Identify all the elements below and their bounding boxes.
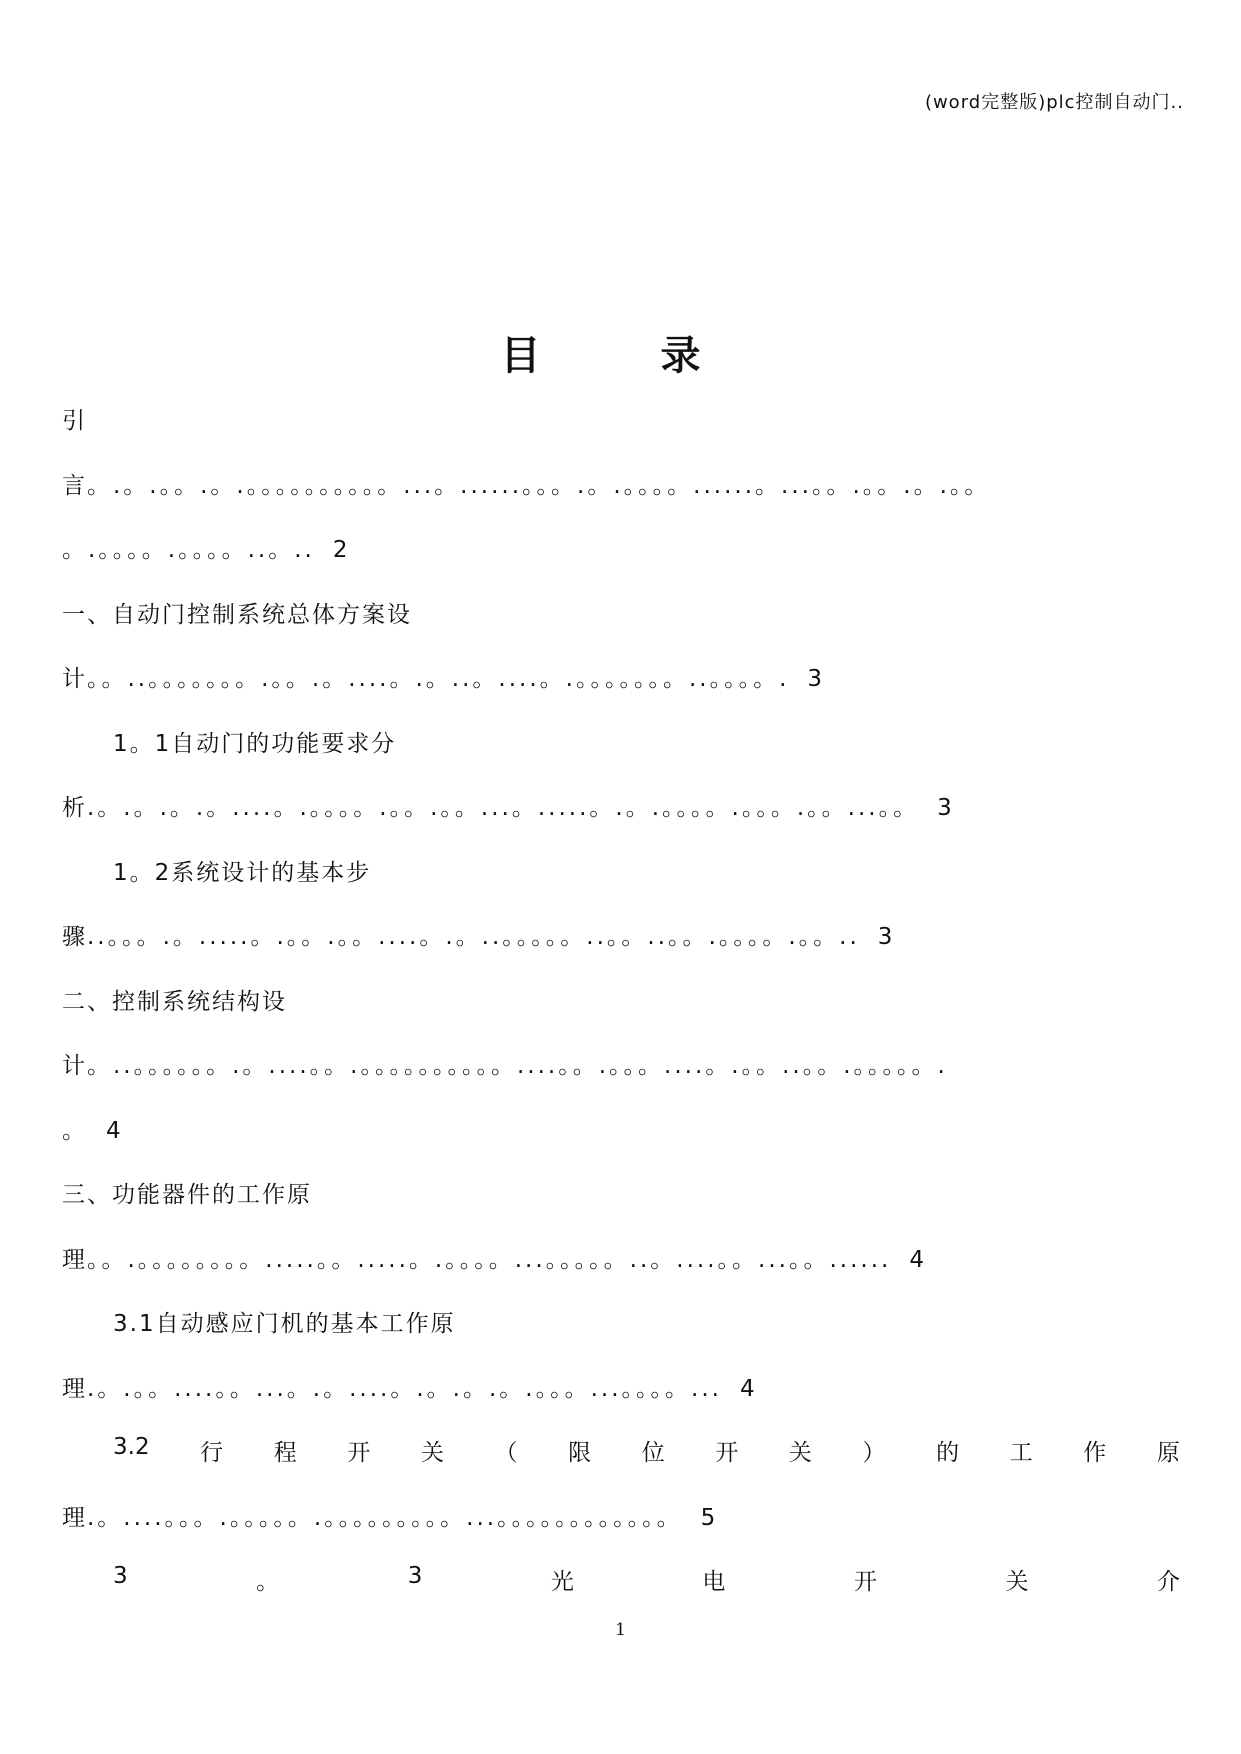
toc-word: 3.2: [113, 1434, 150, 1460]
toc-entry-label: 理: [62, 1376, 87, 1402]
toc-leader-dots: .。.。.。.。....。.。。。。.。。.。。...。.....。.。.。。。。.。。。.。。...。。: [87, 795, 920, 821]
toc-line[interactable]: [62, 1112, 1180, 1145]
toc-entry-label: 理: [62, 1505, 87, 1531]
toc-entry-label: 1。1自动门的功能要求分: [113, 731, 397, 757]
toc-line: [113, 854, 1180, 887]
toc-entry-label: 一、自动门控制系统总体方案设: [62, 602, 412, 628]
toc-word: 电: [702, 1569, 726, 1595]
toc-entry-label: 三、功能器件的工作原: [62, 1182, 312, 1208]
toc-word: 原: [1156, 1440, 1180, 1466]
toc-entry-label: 骤: [62, 924, 87, 950]
toc-entry-label: 引: [62, 408, 87, 434]
toc-line: [62, 596, 1180, 629]
toc-word: 程: [273, 1440, 297, 1466]
page-number: 1: [615, 1620, 626, 1640]
toc-entry-label: 析: [62, 795, 87, 821]
toc-line: [62, 1176, 1180, 1209]
toc-word: 限: [568, 1440, 592, 1466]
toc-page-number: 3: [877, 924, 895, 950]
toc-leader-dots: 。..。。。。。。.。....。。.。。。。。。。。。。....。。.。。。....。.。。..。。.。。。。。.: [87, 1053, 948, 1079]
toc-word: （: [494, 1440, 518, 1466]
toc-word: 介: [1157, 1569, 1180, 1595]
toc-line[interactable]: [62, 1370, 1180, 1403]
toc-word: 3: [407, 1563, 423, 1589]
toc-page-number: 5: [700, 1505, 718, 1531]
toc-leader-dots: 。。..。。。。。。。.。。.。....。.。..。....。.。。。。。。。..。。。。.: [87, 666, 790, 692]
toc-entry-label: 3.1自动感应门机的基本工作原: [113, 1311, 456, 1337]
toc-line[interactable]: [62, 467, 1180, 500]
page-header: (word完整版)plc控制自动门..: [924, 92, 1184, 113]
page-title: 目 录: [500, 333, 741, 379]
toc-leader-dots: .。.。。....。。...。.。....。.。.。.。.。。。...。。。。...: [87, 1376, 722, 1402]
toc-entry-label: 二、控制系统结构设: [62, 989, 287, 1015]
toc-word: 3: [113, 1563, 128, 1589]
toc-page-number: 4: [739, 1376, 757, 1402]
toc-line: [113, 725, 1180, 758]
toc-word: ）: [862, 1440, 886, 1466]
toc-line[interactable]: [62, 1241, 1180, 1274]
toc-line-justified: [113, 1563, 1180, 1596]
toc-entry-label: 理: [62, 1247, 87, 1273]
toc-word: 的: [936, 1440, 960, 1466]
toc-line[interactable]: [62, 918, 1180, 951]
toc-leader-dots: 。。.。。。。。。。。.....。。.....。.。。。。...。。。。。..。....。。...。。......: [87, 1247, 892, 1273]
toc-leader-dots: .。....。。。.。。。。。.。。。。。。。。。...。。。。。。。。。。。。: [87, 1505, 683, 1531]
toc-page-number: 4: [106, 1118, 123, 1144]
toc-word: 开: [347, 1440, 371, 1466]
toc-word: 。: [256, 1569, 280, 1595]
toc-word: 行: [200, 1440, 224, 1466]
toc-word: 光: [550, 1569, 574, 1595]
toc-page-number: 2: [332, 537, 350, 563]
toc-word: 开: [853, 1569, 877, 1595]
toc-line: [62, 402, 1180, 435]
toc-page-number: 3: [937, 795, 954, 821]
toc-line[interactable]: [62, 789, 1180, 822]
toc-word: 工: [1009, 1440, 1033, 1466]
toc-page-number: 3: [807, 666, 825, 692]
toc-line[interactable]: [62, 1047, 1180, 1080]
toc-entry-label: 计: [62, 666, 87, 692]
toc-word: 关: [420, 1440, 444, 1466]
toc-word: 关: [788, 1440, 812, 1466]
toc-word: 位: [641, 1440, 665, 1466]
toc-word: 关: [1005, 1569, 1029, 1595]
toc-word: 开: [715, 1440, 739, 1466]
toc-line[interactable]: [62, 531, 1180, 564]
toc-leader-dots: ..。。。.。.....。.。。.。。....。.。..。。。。。..。。..。。.。。。。.。。..: [87, 924, 860, 950]
toc-line: [113, 1305, 1180, 1338]
toc-leader-dots: 。: [62, 1118, 88, 1144]
toc-line-justified: [113, 1434, 1180, 1467]
toc-word: 作: [1083, 1440, 1107, 1466]
toc-leader-dots: 。.。.。。.。.。。。。。。。。。。...。......。。。.。.。。。。......。...。。.。。.。.。。: [87, 473, 991, 499]
toc-entry-label: 言: [62, 473, 87, 499]
toc-entry-label: 1。2系统设计的基本步: [113, 860, 372, 886]
toc-line: [62, 983, 1180, 1016]
toc-leader-dots: 。.。。。。.。。。。..。..: [62, 537, 315, 563]
toc-page-number: 4: [909, 1247, 926, 1273]
toc-entry-label: 计: [62, 1053, 87, 1079]
toc-line[interactable]: [62, 660, 1180, 693]
toc-line[interactable]: [62, 1499, 1180, 1532]
